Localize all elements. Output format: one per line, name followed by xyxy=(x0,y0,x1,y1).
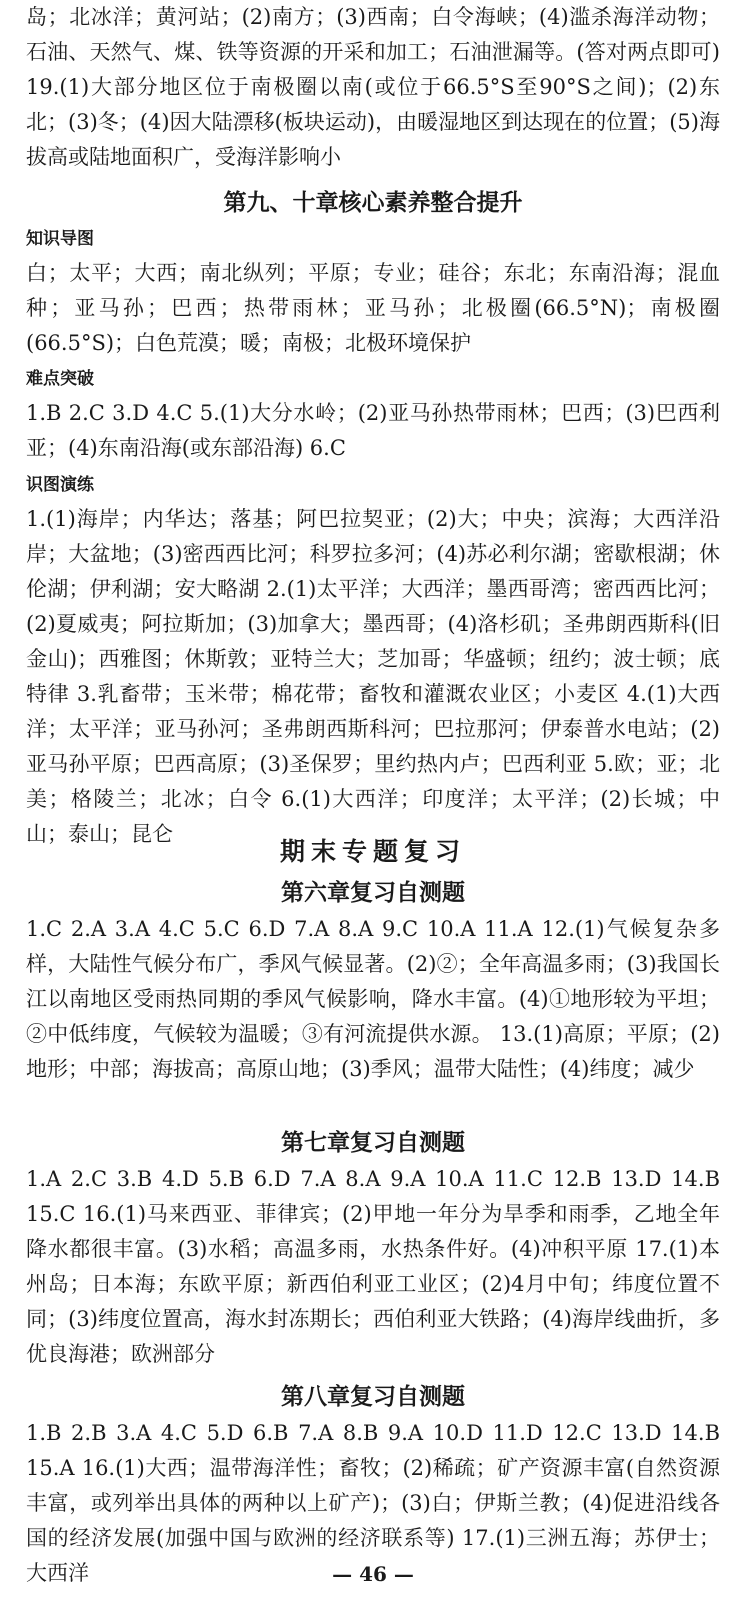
knowledge-map-heading: 知识导图 xyxy=(26,229,94,249)
difficulty-heading: 难点突破 xyxy=(26,369,94,389)
chapter-7-review-title: 第七章复习自测题 xyxy=(281,1129,465,1156)
chapter-8-review-title: 第八章复习自测题 xyxy=(281,1383,465,1410)
prev-answers-text: 岛；北冰洋；黄河站；(2)南方；(3)西南；白令海峡；(4)滥杀海洋动物；石油、天然气、煤、铁等资源的开采和加工；石油泄漏等。(答对两点即可) 19.(1)大部分地区位于南极圈以南(或位于66.5°S至90°S之间)；(2)东北；(3)冬；(4)因大陆漂移(板块运动)，由暖湿地区到达现在的位置；(5)海拔高或陆地面积广，受海洋影响小 xyxy=(26,5,720,169)
difficulty-text: 1.B 2.C 3.D 4.C 5.(1)大分水岭；(2)亚马孙热带雨林；巴西；(3)巴西利亚；(4)东南沿海(或东部沿海) 6.C xyxy=(26,401,720,460)
chapter-9-10-title: 第九、十章核心素养整合提升 xyxy=(223,189,523,216)
knowledge-map-text: 白；太平；大西；南北纵列；平原；专业；硅谷；东北；东南沿海；混血种；亚马孙；巴西；热带雨林；亚马孙；北极圈(66.5°N)；南极圈(66.5°S)；白色荒漠；暖；南极；北极环境保护 xyxy=(26,261,720,355)
chapter-6-review-text: 1.C 2.A 3.A 4.C 5.C 6.D 7.A 8.A 9.C 10.A 11.A 12.(1)气候复杂多样，大陆性气候分布广，季风气候显著。(2)②；全年高温多雨；(3)我国长江以南地区受雨热同期的季风气候影响，降水丰富。(4)①地形较为平坦；②中低纬度，气候较为温暖；③有河流提供水源。 13.(1)高原；平原；(2)地形；中部；海拔高；高原山地；(3)季风；温带大陆性；(4)纬度；减少 xyxy=(26,917,720,1081)
chapter-6-review-title: 第六章复习自测题 xyxy=(281,879,465,906)
map-practice-heading: 识图演练 xyxy=(26,475,94,495)
map-practice-text: 1.(1)海岸；内华达；落基；阿巴拉契亚；(2)大；中央；滨海；大西洋沿岸；大盆地；(3)密西西比河；科罗拉多河；(4)苏必利尔湖；密歇根湖；休伦湖；伊利湖；安大略湖 2.(1)太平洋；大西洋；墨西哥湾；密西西比河；(2)夏威夷；阿拉斯加；(3)加拿大；墨西哥；(4)洛杉矶；圣弗朗西斯科(旧金山)；西雅图；休斯敦；亚特兰大；芝加哥；华盛顿；纽约；波士顿；底特律 3.乳畜带；玉米带；棉花带；畜牧和灌溉农业区；小麦区 4.(1)大西洋；太平洋；亚马孙河；圣弗朗西斯科河；巴拉那河；伊泰普水电站；(2)亚马孙平原；巴西高原；(3)圣保罗；里约热内卢；巴西利亚 5.欧；亚；北美；格陵兰；北冰；白令 6.(1)大西洋；印度洋；太平洋；(2)长城；中山；泰山；昆仑 xyxy=(26,507,720,846)
page-number: — 46 — xyxy=(332,1562,414,1586)
final-review-title: 期末专题复习 xyxy=(279,837,466,866)
chapter-7-review-text: 1.A 2.C 3.B 4.D 5.B 6.D 7.A 8.A 9.A 10.A 11.C 12.B 13.D 14.B 15.C 16.(1)马来西亚、菲律宾；(2)甲地一年分为旱季和雨季，乙地全年降水都很丰富。(3)水稻；高温多雨，水热条件好。(4)冲积平原 17.(1)本州岛；日本海；东欧平原；新西伯利亚工业区；(2)4月中旬；纬度位置不同；(3)纬度位置高，海水封冻期长；西伯利亚大铁路；(4)海岸线曲折，多优良海港；欧洲部分 xyxy=(26,1167,720,1366)
chapter-8-review-text: 1.B 2.B 3.A 4.C 5.D 6.B 7.A 8.B 9.A 10.D 11.D 12.C 13.D 14.B 15.A 16.(1)大西；温带海洋性；畜牧；(2)稀疏；矿产资源丰富(自然资源丰富，或列举出具体的两种以上矿产)；(3)白；伊斯兰教；(4)促进沿线各国的经济发展(加强中国与欧洲的经济联系等) 17.(1)三洲五海；苏伊士；大西洋 xyxy=(26,1421,720,1585)
